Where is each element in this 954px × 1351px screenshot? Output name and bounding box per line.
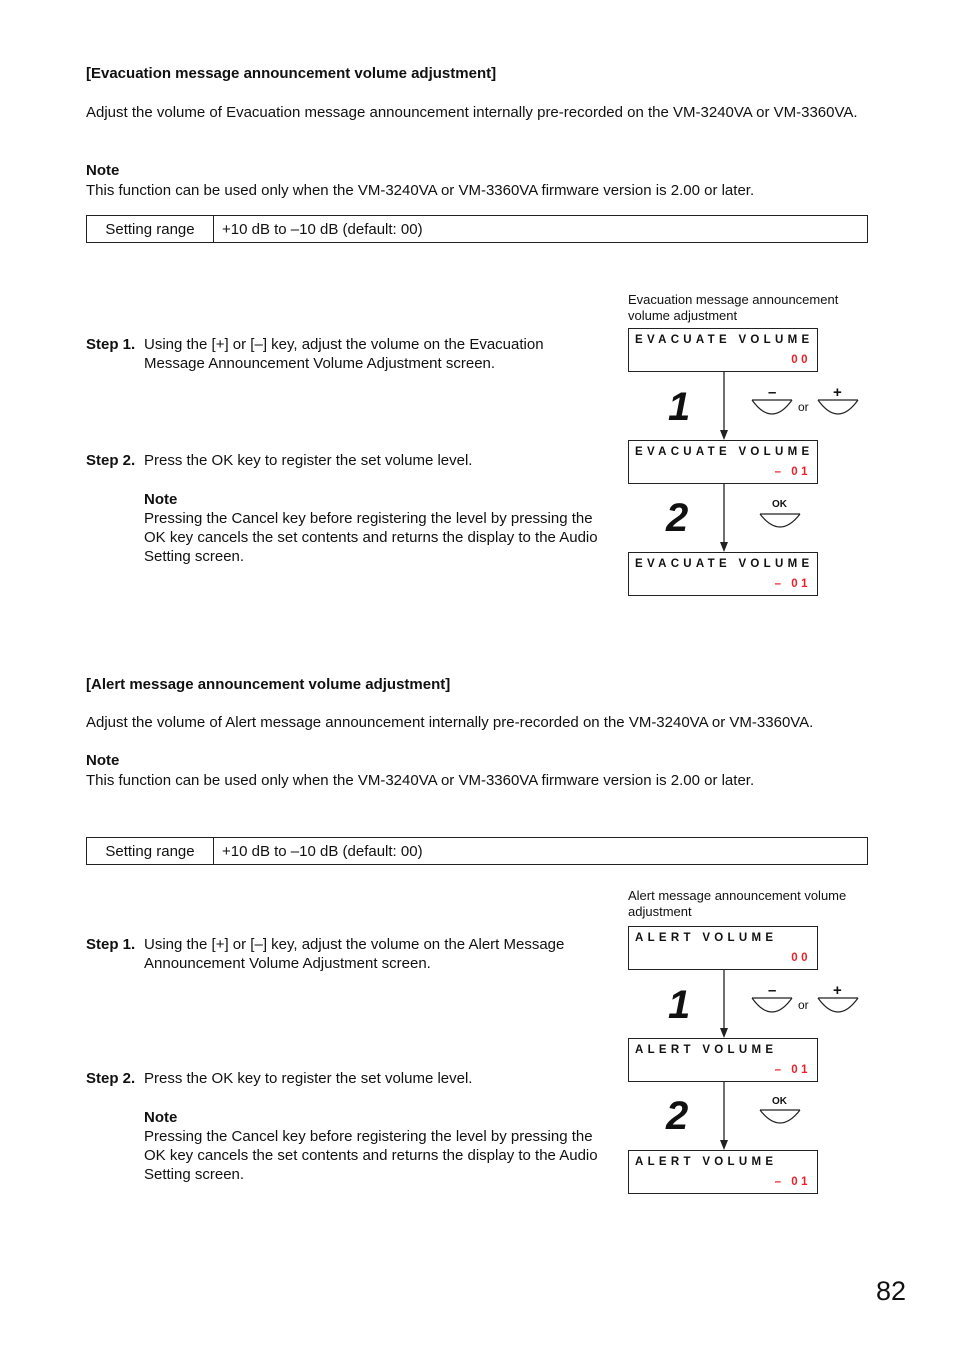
step-2-text: Press the OK key to register the set volume level.	[144, 452, 473, 469]
note-title: Note	[86, 162, 120, 179]
note-text: This function can be used only when the VM-3240VA or VM-3360VA firmware version is 2.00 or later.	[86, 182, 755, 199]
minus-key-icon	[752, 400, 792, 414]
minus-key-icon	[752, 998, 792, 1012]
step-2-note-title: Note	[144, 1109, 178, 1126]
section-intro: Adjust the volume of Alert message announcement internally pre-recorded on the VM-3240VA or VM-3360VA.	[86, 714, 814, 731]
lcd-line-2: – 01	[774, 1176, 811, 1188]
plus-key-label: +	[833, 982, 842, 999]
lcd-line-1: ALERT VOLUME	[635, 932, 778, 944]
lcd-line-1: EVACUATE VOLUME	[635, 446, 814, 458]
setting-range-value: +10 dB to –10 dB (default: 00)	[214, 838, 868, 865]
step-1-label: Step 1.	[86, 936, 136, 953]
lcd-line-1: ALERT VOLUME	[635, 1156, 778, 1168]
step-1-label: Step 1.	[86, 336, 136, 353]
ok-key-label: OK	[772, 499, 787, 510]
section-heading: [Evacuation message announcement volume adjustment]	[86, 65, 497, 82]
plus-key-icon	[818, 400, 858, 414]
minus-key-label: –	[768, 982, 777, 999]
lcd-line-1: ALERT VOLUME	[635, 1044, 778, 1056]
lcd-screen-registered	[628, 552, 818, 596]
lcd-line-2: – 01	[774, 578, 811, 590]
or-label: or	[798, 998, 809, 1012]
minus-key-label: –	[768, 384, 777, 401]
page-number: 82	[876, 1276, 907, 1306]
setting-range-table	[86, 215, 868, 243]
diagram-caption: Evacuation message announcement volume adjustment	[628, 292, 839, 323]
lcd-line-2: – 01	[774, 1064, 811, 1076]
lcd-screen-initial	[628, 926, 818, 970]
step-number-2: 2	[666, 496, 689, 540]
step-2-label: Step 2.	[86, 1070, 136, 1087]
step-2-note-title: Note	[144, 491, 178, 508]
setting-range-label: Setting range	[87, 838, 214, 865]
step-2-note-text: Pressing the Cancel key before registering the level by pressing the OK key cancels the set contents and returns the display to the Audio Setting screen.	[144, 1128, 598, 1183]
lcd-screen-registered	[628, 1150, 818, 1194]
step-2-note-text: Pressing the Cancel key before registering the level by pressing the OK key cancels the set contents and returns the display to the Audio Setting screen.	[144, 510, 598, 565]
section-heading: [Alert message announcement volume adjustment]	[86, 676, 451, 693]
step-1-text: Using the [+] or [–] key, adjust the volume on the Evacuation Message Announcement Volume Adjustment screen.	[144, 336, 544, 372]
lcd-screen-initial	[628, 328, 818, 372]
lcd-line-2: – 01	[774, 466, 811, 478]
plus-key-label: +	[833, 384, 842, 401]
ok-key-icon	[760, 1110, 800, 1123]
setting-range-table	[86, 837, 868, 865]
step-1-text: Using the [+] or [–] key, adjust the volume on the Alert Message Announcement Volume Adjustment screen.	[144, 936, 565, 972]
plus-key-icon	[818, 998, 858, 1012]
lcd-line-2: 00	[791, 952, 811, 964]
section-intro: Adjust the volume of Evacuation message announcement internally pre-recorded on the VM-3240VA or VM-3360VA.	[86, 104, 858, 121]
step-2-text: Press the OK key to register the set volume level.	[144, 1070, 473, 1087]
lcd-line-1: EVACUATE VOLUME	[635, 334, 814, 346]
ok-key-label: OK	[772, 1096, 787, 1107]
step-number-2: 2	[666, 1094, 689, 1138]
lcd-line-2: 00	[791, 354, 811, 366]
step-number-1: 1	[668, 983, 691, 1027]
diagram-caption: Alert message announcement volume adjustment	[628, 888, 847, 919]
note-text: This function can be used only when the VM-3240VA or VM-3360VA firmware version is 2.00 or later.	[86, 772, 755, 789]
or-label: or	[798, 400, 809, 414]
step-number-1: 1	[668, 385, 691, 429]
ok-key-icon	[760, 514, 800, 527]
setting-range-label: Setting range	[87, 216, 214, 243]
lcd-line-1: EVACUATE VOLUME	[635, 558, 814, 570]
step-2-label: Step 2.	[86, 452, 136, 469]
note-title: Note	[86, 752, 120, 769]
setting-range-value: +10 dB to –10 dB (default: 00)	[214, 216, 868, 243]
